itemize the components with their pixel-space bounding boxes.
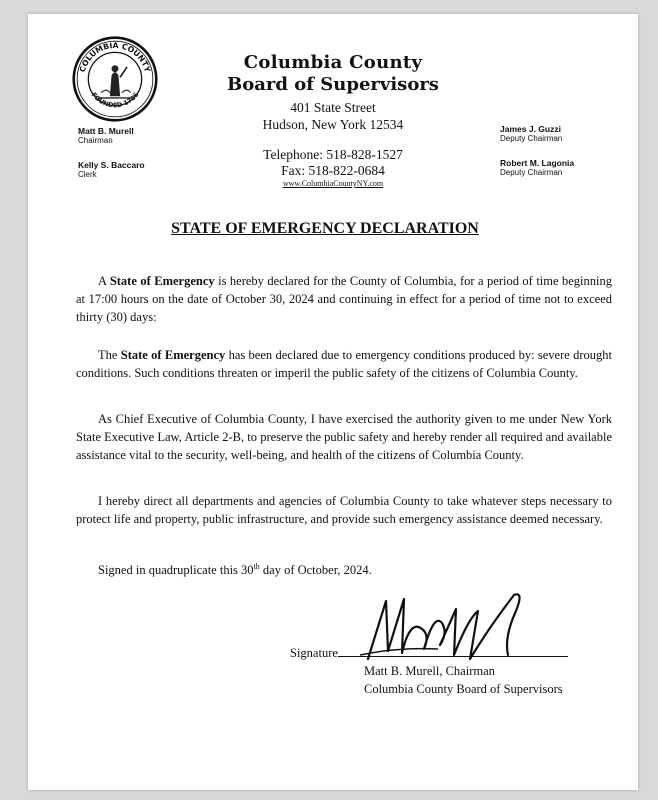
official-clerk bbox=[78, 160, 145, 179]
website-link[interactable]: www.ColumbiaCountyNY.com bbox=[282, 179, 384, 188]
official-role: Clerk bbox=[78, 170, 97, 179]
signature-label: Signature bbox=[290, 646, 338, 660]
declaration-title: STATE OF EMERGENCY DECLARATION bbox=[171, 220, 479, 237]
emphasis-text: State of Emergency bbox=[109, 274, 215, 288]
official-chairman bbox=[78, 126, 134, 145]
board-title: Board of Supervisors bbox=[227, 74, 439, 95]
official-name: James J. Guzzi bbox=[500, 124, 561, 134]
handwritten-signature bbox=[338, 589, 548, 669]
signature-line bbox=[338, 656, 568, 657]
paragraph-5: Signed in quadruplicate this 30th day of October, 2024. bbox=[98, 562, 372, 578]
county-title: Columbia County bbox=[243, 52, 423, 73]
seal-top-text: COLUMBIA COUNTY bbox=[77, 40, 153, 74]
signer-name: Matt B. Murell, Chairman bbox=[364, 664, 495, 678]
paragraph-1: A State of Emergency is hereby declared for the County of Columbia, for a period of time beginning at 17:00 hours on the date of October 30, 2024 and continuing in effect for a period of time not to exceed thirty (30) days: bbox=[76, 274, 612, 324]
paragraph-4: I hereby direct all departments and agencies of Columbia County to take whatever steps necessary to protect life and property, public infrastructure, and provide such emergency assistance deemed necessary. bbox=[76, 494, 612, 526]
address-line-1: 401 State Street bbox=[290, 100, 376, 115]
paragraph-3: As Chief Executive of Columbia County, I have exercised the authority given to me under New York State Executive Law, Article 2-B, to preserve the public safety and hereby render all required and available assistance vital to the security, well-being, and health of the citizens of Columbia County. bbox=[76, 412, 612, 462]
official-name: Kelly S. Baccaro bbox=[78, 160, 145, 170]
telephone: Telephone: 518-828-1527 bbox=[263, 147, 403, 162]
document-page bbox=[28, 14, 638, 790]
official-name: Robert M. Lagonia bbox=[500, 158, 575, 168]
address-line-2: Hudson, New York 12534 bbox=[262, 117, 404, 132]
paragraph-2: The State of Emergency has been declared due to emergency conditions produced by: severe drought conditions. Such conditions threaten or imperil the public safety of the citizens of Columbia County. bbox=[76, 348, 612, 380]
signer-organization: Columbia County Board of Supervisors bbox=[364, 682, 563, 696]
seal-bottom-text: FOUNDED 1786 bbox=[89, 90, 141, 110]
official-deputy-1 bbox=[500, 124, 562, 143]
official-role: Deputy Chairman bbox=[500, 168, 563, 177]
official-role: Chairman bbox=[78, 136, 113, 145]
official-name: Matt B. Murell bbox=[78, 126, 134, 136]
emphasis-text: State of Emergency bbox=[120, 348, 226, 362]
official-role: Deputy Chairman bbox=[500, 134, 563, 143]
fax: Fax: 518-822-0684 bbox=[281, 163, 385, 178]
official-deputy-2 bbox=[500, 158, 574, 177]
